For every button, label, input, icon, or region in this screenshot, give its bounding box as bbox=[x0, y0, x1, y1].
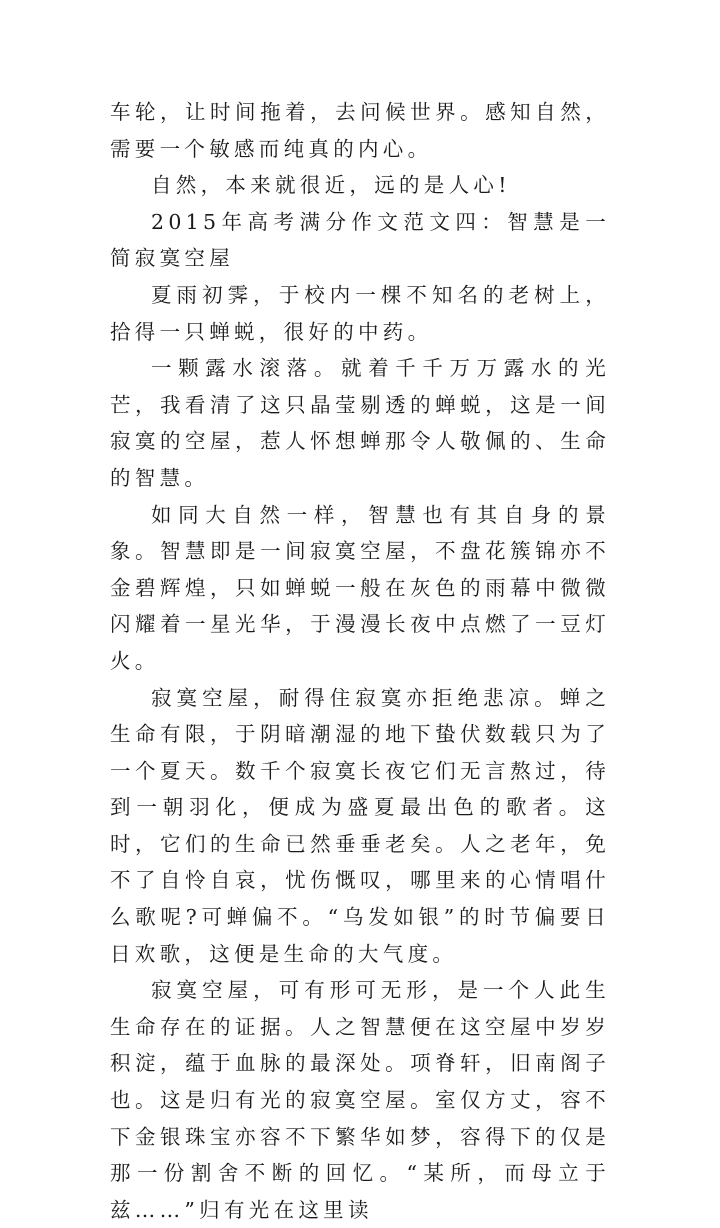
paragraph: 寂寞空屋，耐得住寂寞亦拒绝悲凉。蝉之生命有限，于阴暗潮湿的地下蛰伏数载只为了一个夏天。数千个寂寞长夜它们无言熬过，待到一朝羽化，便成为盛夏最出色的歌者。这时，它们的生命已然垂垂老矣。人之老年，免不了自怜自哀，忧伤慨叹，哪里来的心情唱什么歌呢?可蝉偏不。“乌发如银”的时节偏要日日欢歌，这便是生命的大气度。 bbox=[110, 685, 610, 966]
document-page bbox=[110, 94, 610, 1228]
paragraph: 如同大自然一样，智慧也有其自身的景象。智慧即是一间寂寞空屋，不盘花簇锦亦不金碧辉煌，只如蝉蜕一般在灰色的雨幕中微微闪耀着一星光华，于漫漫长夜中点燃了一豆灯火。 bbox=[110, 502, 610, 673]
paragraph-continuation: 车轮，让时间拖着，去问候世界。感知自然，需要一个敏感而纯真的内心。 bbox=[110, 100, 610, 161]
essay-title: 2015年高考满分作文范文四：智慧是一简寂寞空屋 bbox=[110, 209, 610, 271]
paragraph: 寂寞空屋，可有形可无形，是一个人此生生命存在的证据。人之智慧便在这空屋中岁岁积淀，蕴于血脉的最深处。项脊轩，旧南阁子也。这是归有光的寂寞空屋。室仅方丈，容不下金银珠宝亦容不下繁华如梦，容得下的仅是那一份割舍不断的回忆。“某所，而母立于兹……”归有光在这里读 bbox=[110, 978, 610, 1222]
paragraph-nature-closing: 自然，本来就很近，远的是人心! bbox=[151, 173, 511, 198]
paragraph: 一颗露水滚落。就着千千万万露水的光芒，我看清了这只晶莹剔透的蝉蜕，这是一间寂寞的空屋，惹人怀想蝉那令人敬佩的、生命的智慧。 bbox=[110, 356, 610, 490]
paragraph: 夏雨初霁，于校内一棵不知名的老树上，拾得一只蝉蜕，很好的中药。 bbox=[110, 282, 610, 344]
